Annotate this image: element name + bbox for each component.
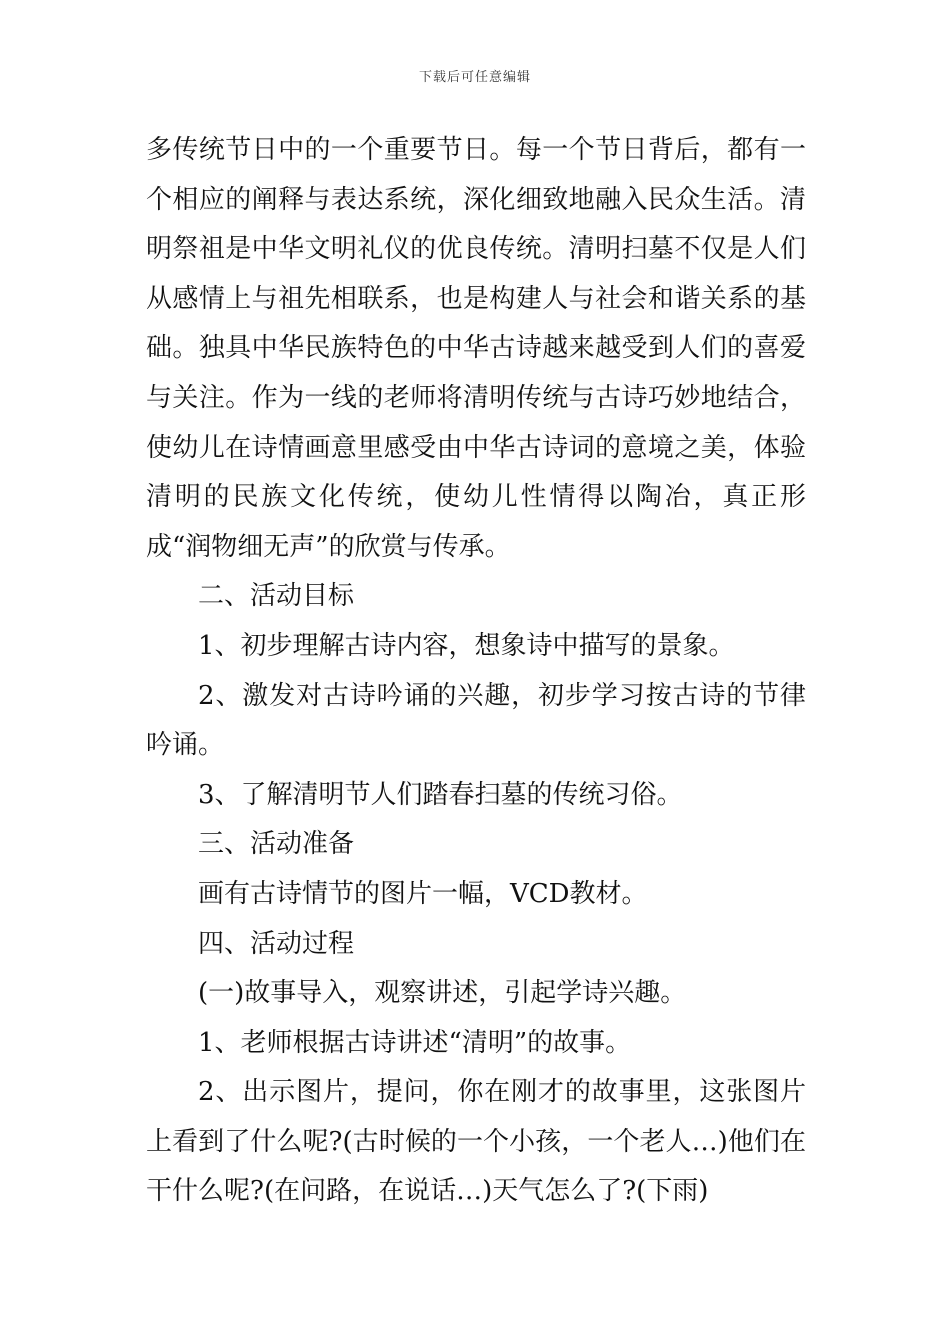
process-step-1: 1、老师根据古诗讲述“清明”的故事。 xyxy=(198,1027,632,1058)
process-subheading-1: (一)故事导入，观察讲述，引起学诗兴趣。 xyxy=(198,978,687,1009)
section-heading-goals: 二、活动目标 xyxy=(198,581,355,612)
goal-item-3: 3、了解清明节人们踏春扫墓的传统习俗。 xyxy=(198,779,683,810)
page-header: 下载后可任意编辑 xyxy=(418,70,531,85)
section-heading-process: 四、活动过程 xyxy=(198,928,355,959)
section-heading-preparation: 三、活动准备 xyxy=(198,829,355,860)
goal-item-2: 2、激发对古诗吟诵的兴趣，初步学习按古诗的节律吟诵。 xyxy=(146,680,806,761)
paragraph-intro: 多传统节日中的一个重要节日。每一个节日背后，都有一个相应的阐释与表达系统，深化细致地融入民众生活。清明祭祖是中华文明礼仪的优良传统。清明扫墓不仅是人们从感情上与祖先相联系，也是构建人与社会和谐关系的基础。独具中华民族特色的中华古诗越来越受到人们的喜爱与关注。作为一线的老师将清明传统与古诗巧妙地结合，使幼儿在诗情画意里感受由中华古诗词的意境之美，体验清明的民族文化传统，使幼儿性情得以陶冶，真正形成“润物细无声”的欣赏与传承。 xyxy=(146,135,806,562)
document-body xyxy=(146,126,806,1217)
process-step-2: 2、出示图片，提问，你在刚才的故事里，这张图片上看到了什么呢?(古时候的一个小孩，一个老人…)他们在干什么呢?(在问路，在说话…)天气怎么了?(下雨) xyxy=(146,1077,806,1207)
preparation-text: 画有古诗情节的图片一幅，VCD教材。 xyxy=(198,878,648,909)
goal-item-1: 1、初步理解古诗内容，想象诗中描写的景象。 xyxy=(198,630,735,661)
